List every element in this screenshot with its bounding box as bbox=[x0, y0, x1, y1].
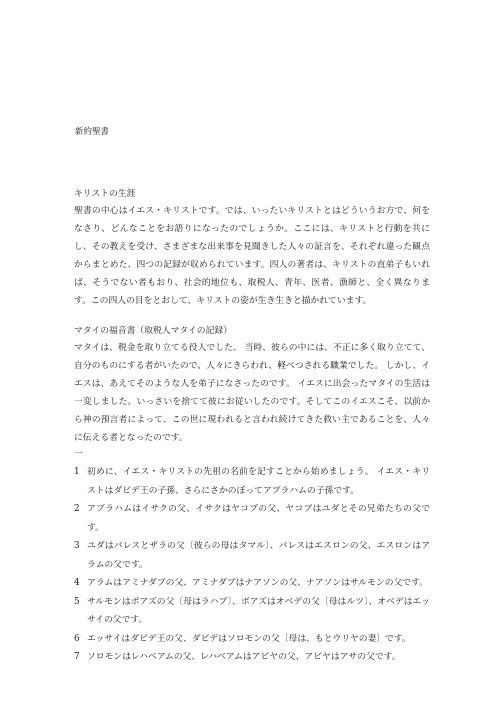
verse-1 bbox=[74, 463, 430, 500]
verse-6 bbox=[74, 630, 430, 649]
verse-number: 3 bbox=[74, 541, 80, 551]
verse-text: エッサイはダビデ王の父、ダビデはソロモンの父〔母は、もとウリヤの妻〕です。 bbox=[87, 633, 411, 644]
verse-number: 2 bbox=[74, 504, 80, 514]
verse-4 bbox=[74, 574, 430, 593]
verse-7 bbox=[74, 648, 430, 667]
verse-number: 5 bbox=[74, 596, 80, 607]
verse-2 bbox=[74, 500, 430, 537]
verse-text: 初めに、イエス・キリストの先祖の名前を記すことから始めましょう。 イエス・キリストはダビデ王の子孫、さらにさかのぼってアブラハムの子孫です。 bbox=[87, 467, 430, 496]
verse-number: 7 bbox=[74, 652, 80, 662]
matthew-section bbox=[74, 325, 430, 667]
matthew-intro-paragraph: マタイは、税金を取り立てる役人でした。 当時、彼らの中には、不正に多く取り立てて、自分のものにする者がいたので、人々にきらわれ、軽べつされる職業でした。 しかし、イエスは、あえてそのような人を弟子になさったのです。 イエスに出会ったマタイの生活は一変しました。いっさいを捨てて彼にお従いしたのです。そしてこのイエスこそ、以前から神の預言者によって、この世に現われると言われ続けてきた救い主であることを、人々に伝える者となったのです。 bbox=[74, 343, 430, 443]
verse-text: ユダはパレスとザラの父〔彼らの母はタマル〕、パレスはエスロンの父、エスロンはアラムの父です。 bbox=[87, 541, 430, 570]
verse-text: ソロモンはレハベアムの父、レハベアムはアビヤの父、アビヤはアサの父です。 bbox=[87, 652, 401, 662]
verse-text: アブラハムはイサクの父、イサクはヤコブの父、ヤコブはユダとその兄弟たちの父です。 bbox=[87, 504, 430, 533]
verse-5 bbox=[74, 593, 430, 630]
intro-heading: キリストの生涯 bbox=[74, 189, 136, 199]
document-title: 新約聖書 bbox=[75, 127, 110, 137]
verse-text: アラムはアミナダブの父、アミナダブはナアソンの父、ナアソンはサルモンの父です。 bbox=[87, 578, 428, 588]
verse-number: 6 bbox=[74, 633, 80, 644]
verse-number: 1 bbox=[74, 467, 80, 477]
verse-list bbox=[74, 463, 430, 667]
chapter-mark: 一 bbox=[74, 449, 83, 459]
verse-3 bbox=[74, 537, 430, 574]
verse-number: 4 bbox=[74, 578, 80, 588]
matthew-heading: マタイの福音書（取税人マタイの記録） bbox=[74, 326, 232, 336]
verse-text: サルモンはボアズの父〔母はラハブ〕、ボアズはオベデの父〔母はルツ〕、オベデはエッサイの父です。 bbox=[87, 596, 430, 625]
intro-section bbox=[74, 188, 430, 310]
intro-paragraph: 聖書の中心はイエス・キリストです。では、いったいキリストとはどういうお方で、何をなさり、どんなことをお語りになったのでしょうか。ここには、キリストと行動を共にし、その教えを受け、さまざまな出来事を見聞きした人々の証言を、それぞれ違った観点からまとめた、四つの記録が収められています。四人の著者は、キリストの直弟子もいれば、そうでない者もおり、社会的地位も、取税人、青年、医者、漁師と、全く異なります。この四人の目をとおして、キリストの姿が生き生きと描かれています。 bbox=[74, 206, 430, 306]
